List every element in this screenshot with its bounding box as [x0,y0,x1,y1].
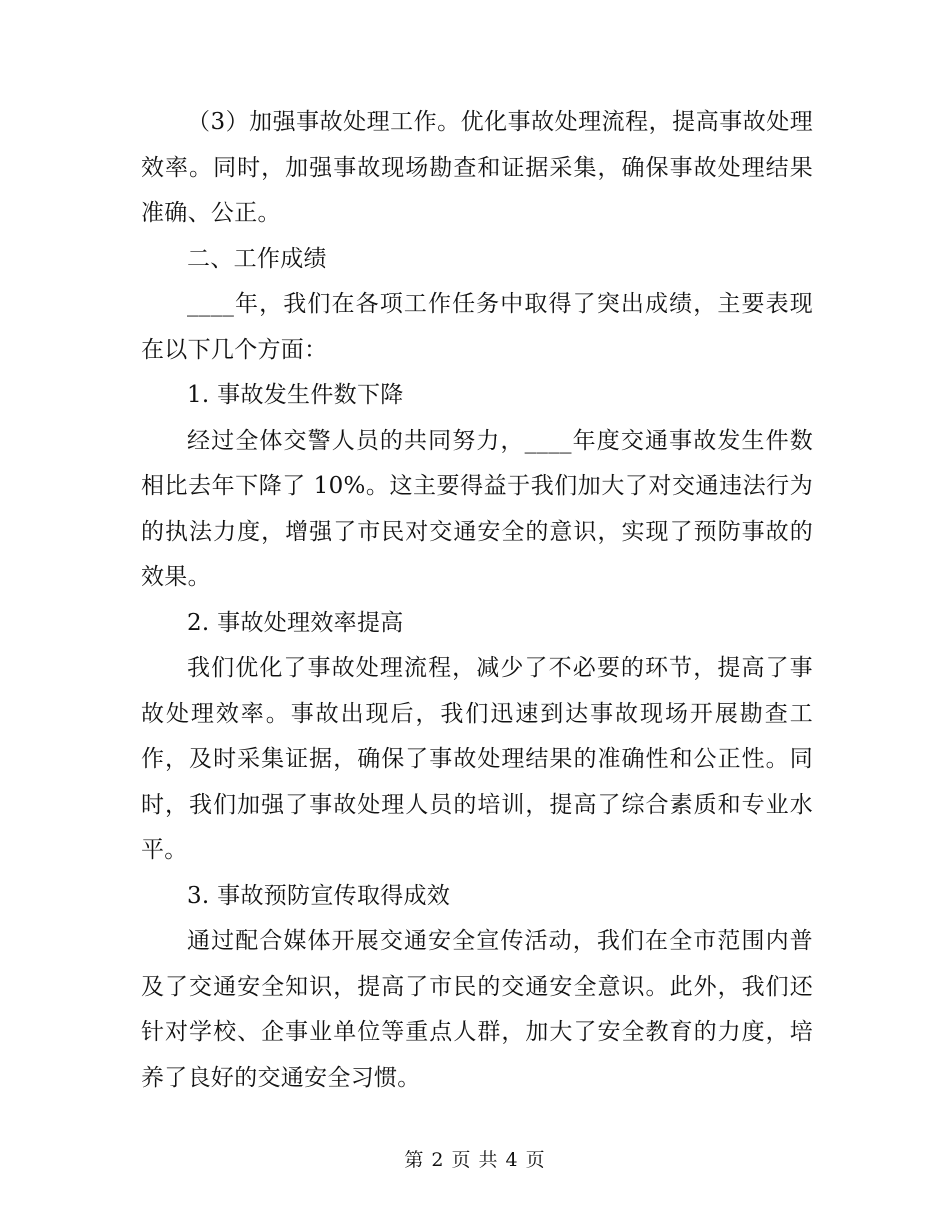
paragraph-handling-efficiency: 我们优化了事故处理流程，减少了不必要的环节，提高了事故处理效率。事故出现后，我们迅速到达事故现场开展勘查工作，及时采集证据，确保了事故处理结果的准确性和公正性。同时，我们加强了事故处理人员的培训，提高了综合素质和专业水平。 [141,655,813,863]
document-body [141,100,813,1101]
subheading-handling-efficiency: 2. 事故处理效率提高 [187,609,404,636]
subheading-accident-count: 1. 事故发生件数下降 [187,382,404,408]
paragraph-achievements-intro: ____年，我们在各项工作任务中取得了突出成绩，主要表现在以下几个方面： [141,291,813,363]
section-heading-achievements: 二、工作成绩 [187,245,327,272]
paragraph-accident-handling: （3）加强事故处理工作。优化事故处理流程，提高事故处理效率。同时，加强事故现场勘查和证据采集，确保事故处理结果准确、公正。 [141,109,813,226]
paragraph-prevention-publicity: 通过配合媒体开展交通安全宣传活动，我们在全市范围内普及了交通安全知识，提高了市民的交通安全意识。此外，我们还针对学校、企事业单位等重点人群，加大了安全教育的力度，培养了良好的交通安全习惯。 [141,928,813,1091]
paragraph-accident-count: 经过全体交警人员的共同努力，____年度交通事故发生件数相比去年下降了 10%。这主要得益于我们加大了对交通违法行为的执法力度，增强了市民对交通安全的意识，实现了预防事故的效果。 [141,427,813,590]
page-number-footer: 第 2 页 共 4 页 [404,1149,546,1171]
subheading-prevention-publicity: 3. 事故预防宣传取得成效 [187,882,451,909]
